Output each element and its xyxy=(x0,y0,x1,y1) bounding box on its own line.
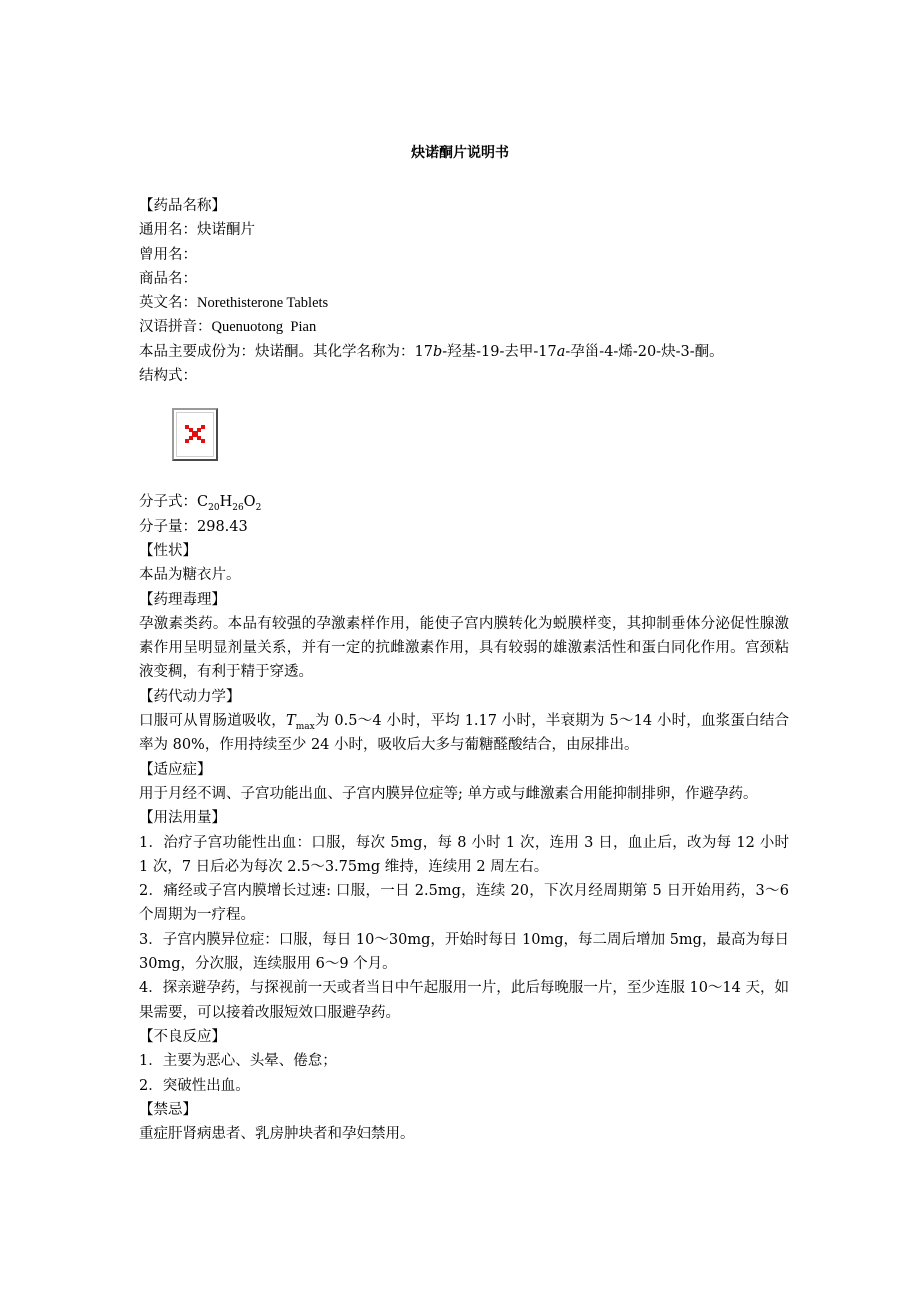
section-heading-drug-name: 【药品名称】 xyxy=(139,198,226,214)
former-name: 曾用名： xyxy=(139,246,197,263)
dosage-item: 2．痛经或子宫内膜增长过速: 口服，一日 2.5mg，连续 20，下次月经周期第 5 日开始用药，3～6 个周期为一疗程。 xyxy=(139,883,789,924)
generic-name: 通用名：炔诺酮片 xyxy=(139,222,255,239)
dosage-item: 4．探亲避孕药，与探视前一天或者当日中午起服用一片，此后每晚服一片，至少连服 10～14 天，如果需要，可以接着改服短效口服避孕药。 xyxy=(139,980,789,1021)
formula-carbon-count: 20 xyxy=(208,503,220,514)
composition-beta: b xyxy=(432,343,443,360)
broken-image-icon xyxy=(185,425,205,443)
english-name: Norethisterone Tablets xyxy=(197,295,329,312)
pinyin-label: 汉语拼音： xyxy=(139,319,212,336)
composition-text-c: -羟基-19-去甲-17 xyxy=(442,343,557,360)
english-name-label: 英文名： xyxy=(139,295,197,312)
section-heading-adverse: 【不良反应】 xyxy=(139,1028,226,1045)
section-heading-description: 【性状】 xyxy=(139,542,197,559)
composition-text-e: -孕甾-4-烯-20-炔-3-酮。 xyxy=(565,343,724,360)
section-heading-dosage: 【用法用量】 xyxy=(139,810,226,827)
composition-alpha: a xyxy=(556,343,566,360)
formula-hydrogen-count: 26 xyxy=(232,503,244,514)
composition-text-a: 本品主要成份为：炔诺酮。其化学名称为：17 xyxy=(139,343,433,360)
dosage-item: 3．子宫内膜异位症：口服，每日 10～30mg，开始时每日 10mg，每二周后增加 5mg，最高为每日 30mg，分次服，连续服用 6～9 个月。 xyxy=(139,931,789,973)
formula-oxygen: O xyxy=(243,494,256,511)
pharmacokinetics-text xyxy=(139,709,789,758)
section-heading-contraindications: 【禁忌】 xyxy=(139,1101,197,1118)
contraindications-text: 重症肝肾病患者、乳房肿块者和孕妇禁用。 xyxy=(139,1126,415,1143)
pharmacokinetics-text-b: 为 0.5～4 小时，平均 1.17 小时，半衰期为 5～14 小时，血浆蛋白结合率为 80%，作用持续至少 24 小时，吸收后大多与葡糖醛酸结合，由尿排出。 xyxy=(139,713,789,754)
pharmacokinetics-text-a: 口服可从胃肠道吸收， xyxy=(139,713,287,730)
pinyin: Quenuotong Pian xyxy=(211,319,317,336)
document-title: 炔诺酮片说明书 xyxy=(411,145,509,161)
formula-label: 分子式： xyxy=(139,494,197,511)
description-text: 本品为糖衣片。 xyxy=(139,567,241,584)
dosage-item: 1．治疗子宫功能性出血：口服，每次 5mg，每 8 小时 1 次，连用 3 日，血止后，改为每 12 小时 1 次，7 日后必为每次 2.5～3.75mg 维持，连续用 2 周左右。 xyxy=(139,834,789,875)
molecular-formula xyxy=(139,490,789,514)
indications-text: 用于月经不调、子宫功能出血、子宫内膜异位症等; 单方或与雌激素合用能抑制排卵，作避孕药。 xyxy=(139,785,758,802)
english-name-line xyxy=(139,291,789,315)
section-heading-pharmacology: 【药理毒理】 xyxy=(139,591,226,608)
document-body xyxy=(139,194,789,1146)
adverse-item: 2．突破性出血。 xyxy=(139,1077,250,1094)
pharmacology-text: 孕激素类药。本品有较强的孕激素样作用，能使子宫内膜转化为蜕膜样变，其抑制垂体分泌促性腺激素作用呈明显剂量关系，并有一定的抗雌激素作用，具有较弱的雄激素活性和蛋白同化作用。宫颈粘液变稠，有利于精于穿透。 xyxy=(139,615,789,681)
section-heading-indications: 【适应症】 xyxy=(139,761,212,778)
tmax-symbol: T xyxy=(286,713,296,730)
formula-carbon: C xyxy=(197,494,209,511)
adverse-item: 1．主要为恶心、头晕、倦怠； xyxy=(139,1053,337,1070)
trade-name: 商品名： xyxy=(139,270,197,287)
formula-oxygen-count: 2 xyxy=(255,503,262,514)
structure-image-placeholder xyxy=(172,408,218,461)
structure-label: 结构式： xyxy=(139,368,197,385)
composition-line xyxy=(139,340,789,364)
pinyin-line xyxy=(139,315,789,339)
tmax-subscript: max xyxy=(295,721,315,732)
section-heading-pharmacokinetics: 【药代动力学】 xyxy=(139,688,241,705)
molecular-weight: 分子量：298.43 xyxy=(139,518,248,535)
formula-hydrogen: H xyxy=(219,494,233,511)
